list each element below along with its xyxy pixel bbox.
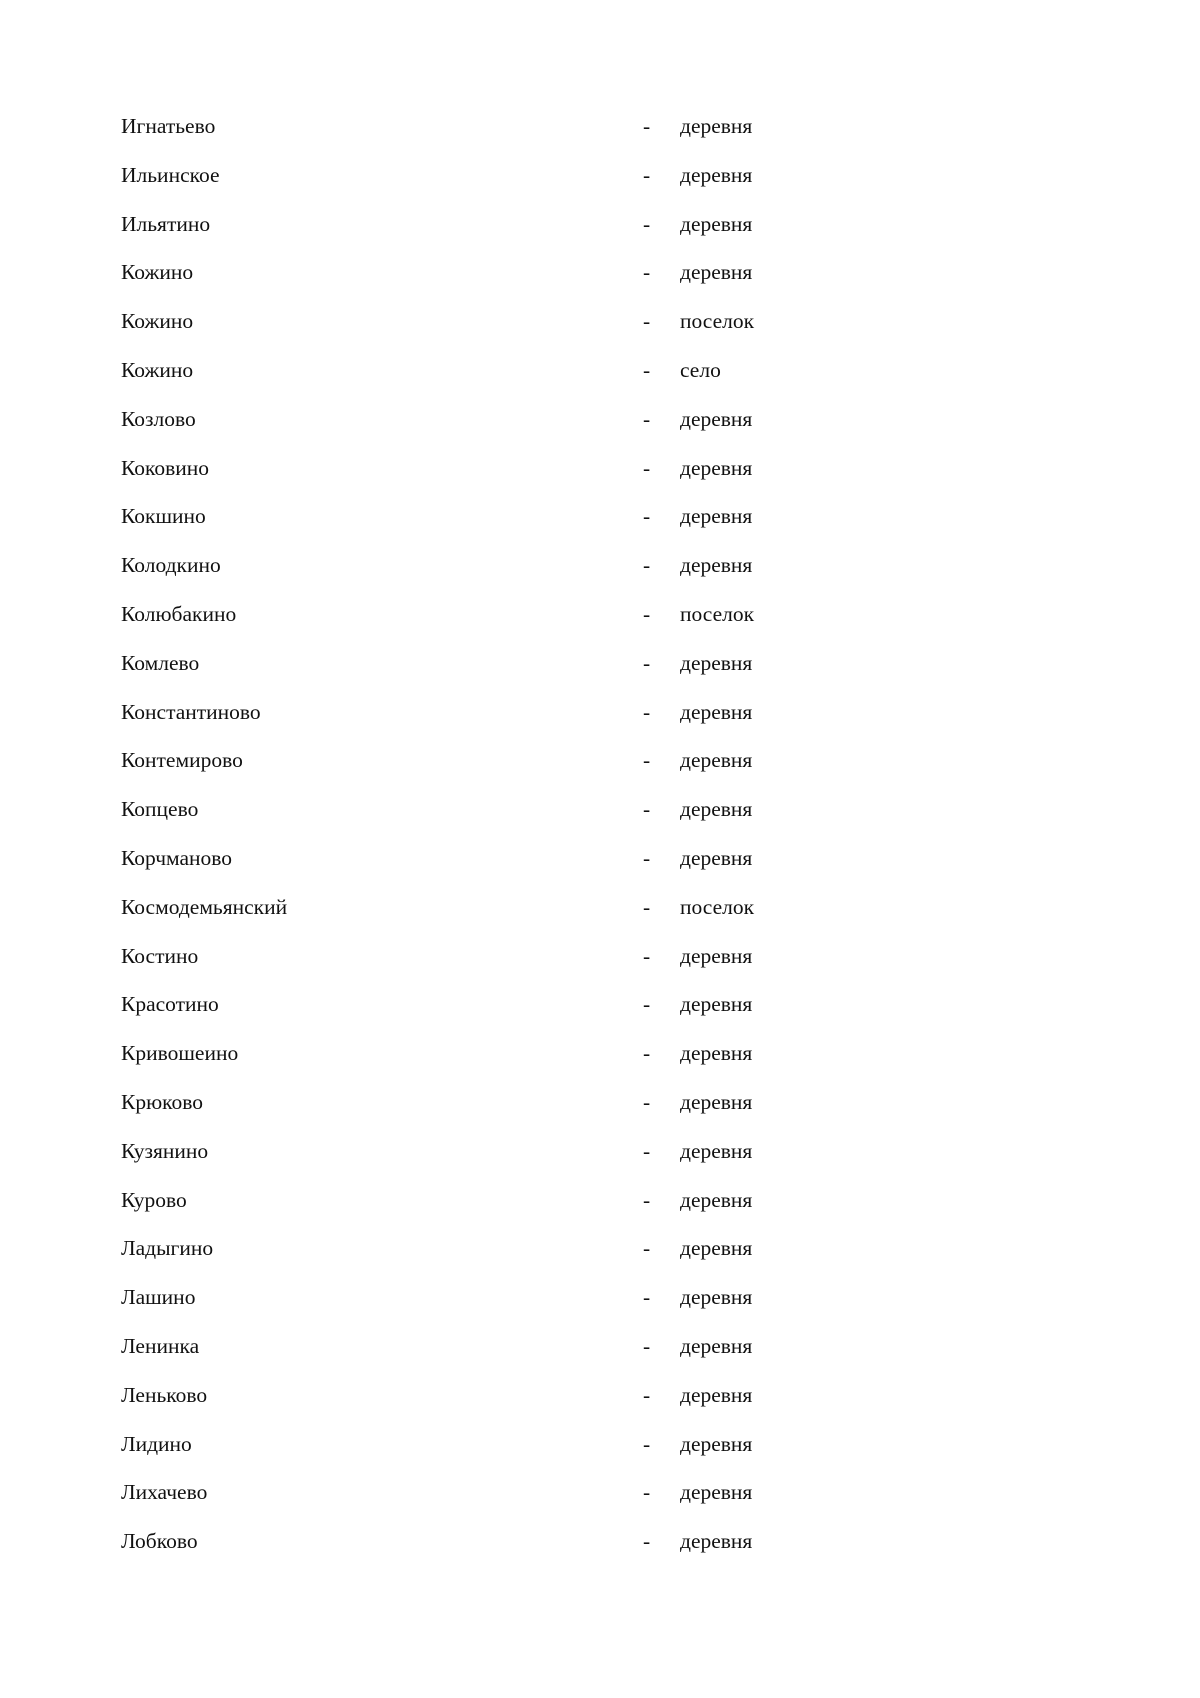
settlement-name: Ладыгино xyxy=(121,1236,214,1261)
settlement-name: Леньково xyxy=(121,1382,208,1407)
settlement-name: Кожино xyxy=(121,309,194,334)
separator-dash: - xyxy=(643,1431,651,1456)
list-item xyxy=(121,1230,841,1279)
separator-dash: - xyxy=(643,601,651,626)
list-item xyxy=(121,157,841,206)
settlement-name: Колюбакино xyxy=(121,601,237,626)
settlement-type: деревня xyxy=(680,943,753,968)
settlement-type: деревня xyxy=(680,1089,753,1114)
separator-dash: - xyxy=(643,1333,651,1358)
list-item xyxy=(121,1523,841,1572)
settlement-name: Игнатьево xyxy=(121,114,216,138)
settlement-name: Кожино xyxy=(121,357,194,382)
settlement-list xyxy=(121,108,841,1572)
separator-dash: - xyxy=(643,1529,651,1554)
list-item xyxy=(121,1035,841,1084)
settlement-name: Лашино xyxy=(121,1285,196,1310)
settlement-type: деревня xyxy=(680,1285,753,1310)
settlement-type: деревня xyxy=(680,211,753,236)
settlement-type: деревня xyxy=(680,699,753,724)
settlement-type: деревня xyxy=(680,650,753,675)
settlement-type: деревня xyxy=(680,992,753,1017)
settlement-type: село xyxy=(680,357,721,382)
settlement-type: деревня xyxy=(680,1138,753,1163)
settlement-type: деревня xyxy=(680,1431,753,1456)
separator-dash: - xyxy=(643,455,651,480)
list-item xyxy=(121,303,841,352)
settlement-type: деревня xyxy=(680,455,753,480)
list-item xyxy=(121,791,841,840)
separator-dash: - xyxy=(643,894,651,919)
settlement-type: деревня xyxy=(680,1187,753,1212)
list-item xyxy=(121,401,841,450)
settlement-name: Лобково xyxy=(121,1529,198,1554)
separator-dash: - xyxy=(643,114,651,138)
list-item xyxy=(121,547,841,596)
list-item xyxy=(121,986,841,1035)
list-item xyxy=(121,596,841,645)
settlement-name: Константиново xyxy=(121,699,261,724)
settlement-name: Кожино xyxy=(121,260,194,285)
separator-dash: - xyxy=(643,211,651,236)
settlement-name: Лидино xyxy=(121,1431,192,1456)
settlement-type: деревня xyxy=(680,1236,753,1261)
settlement-name: Коковино xyxy=(121,455,210,480)
list-item xyxy=(121,1133,841,1182)
separator-dash: - xyxy=(643,357,651,382)
settlement-name: Лихачево xyxy=(121,1480,208,1505)
settlement-name: Красотино xyxy=(121,992,219,1017)
settlement-type: деревня xyxy=(680,114,753,138)
separator-dash: - xyxy=(643,1187,651,1212)
list-item xyxy=(121,840,841,889)
settlement-name: Контемирово xyxy=(121,748,243,773)
list-item xyxy=(121,108,841,157)
settlement-type: деревня xyxy=(680,797,753,822)
settlement-name: Курово xyxy=(121,1187,187,1212)
list-item xyxy=(121,1182,841,1231)
separator-dash: - xyxy=(643,797,651,822)
list-item xyxy=(121,254,841,303)
settlement-type: поселок xyxy=(680,309,755,334)
settlement-name: Козлово xyxy=(121,406,196,431)
settlement-name: Кокшино xyxy=(121,504,206,529)
list-item xyxy=(121,742,841,791)
settlement-name: Кузянино xyxy=(121,1138,209,1163)
separator-dash: - xyxy=(643,1236,651,1261)
list-item xyxy=(121,1377,841,1426)
list-item xyxy=(121,889,841,938)
settlement-name: Ильинское xyxy=(121,162,220,187)
settlement-type: деревня xyxy=(680,1382,753,1407)
separator-dash: - xyxy=(643,1382,651,1407)
settlement-type: деревня xyxy=(680,260,753,285)
settlement-name: Ленинка xyxy=(121,1333,200,1358)
separator-dash: - xyxy=(643,260,651,285)
separator-dash: - xyxy=(643,845,651,870)
settlement-type: поселок xyxy=(680,601,755,626)
separator-dash: - xyxy=(643,553,651,578)
settlement-name: Ильятино xyxy=(121,211,211,236)
separator-dash: - xyxy=(643,992,651,1017)
settlement-type: деревня xyxy=(680,1041,753,1066)
separator-dash: - xyxy=(643,699,651,724)
settlement-type: деревня xyxy=(680,1529,753,1554)
settlement-type: деревня xyxy=(680,162,753,187)
separator-dash: - xyxy=(643,748,651,773)
settlement-type: деревня xyxy=(680,553,753,578)
settlement-name: Космодемьянский xyxy=(121,894,288,919)
settlement-name: Корчманово xyxy=(121,845,233,870)
separator-dash: - xyxy=(643,943,651,968)
separator-dash: - xyxy=(643,406,651,431)
list-item xyxy=(121,1474,841,1523)
list-item xyxy=(121,938,841,987)
list-item xyxy=(121,498,841,547)
settlement-type: поселок xyxy=(680,894,755,919)
settlement-type: деревня xyxy=(680,1480,753,1505)
settlement-name: Костино xyxy=(121,943,199,968)
settlement-type: деревня xyxy=(680,845,753,870)
list-item xyxy=(121,352,841,401)
separator-dash: - xyxy=(643,1041,651,1066)
separator-dash: - xyxy=(643,1480,651,1505)
settlement-type: деревня xyxy=(680,1333,753,1358)
separator-dash: - xyxy=(643,650,651,675)
settlement-name: Копцево xyxy=(121,797,199,822)
separator-dash: - xyxy=(643,1138,651,1163)
list-item xyxy=(121,1084,841,1133)
separator-dash: - xyxy=(643,504,651,529)
list-item xyxy=(121,1426,841,1475)
separator-dash: - xyxy=(643,162,651,187)
list-item xyxy=(121,645,841,694)
separator-dash: - xyxy=(643,1285,651,1310)
list-item xyxy=(121,1328,841,1377)
settlement-type: деревня xyxy=(680,406,753,431)
settlement-name: Комлево xyxy=(121,650,200,675)
list-item xyxy=(121,1279,841,1328)
list-item xyxy=(121,206,841,255)
settlement-type: деревня xyxy=(680,748,753,773)
list-item xyxy=(121,694,841,743)
separator-dash: - xyxy=(643,1089,651,1114)
separator-dash: - xyxy=(643,309,651,334)
settlement-type: деревня xyxy=(680,504,753,529)
settlement-name: Колодкино xyxy=(121,553,221,578)
list-item xyxy=(121,450,841,499)
settlement-name: Кривошеино xyxy=(121,1041,239,1066)
settlement-name: Крюково xyxy=(121,1089,204,1114)
